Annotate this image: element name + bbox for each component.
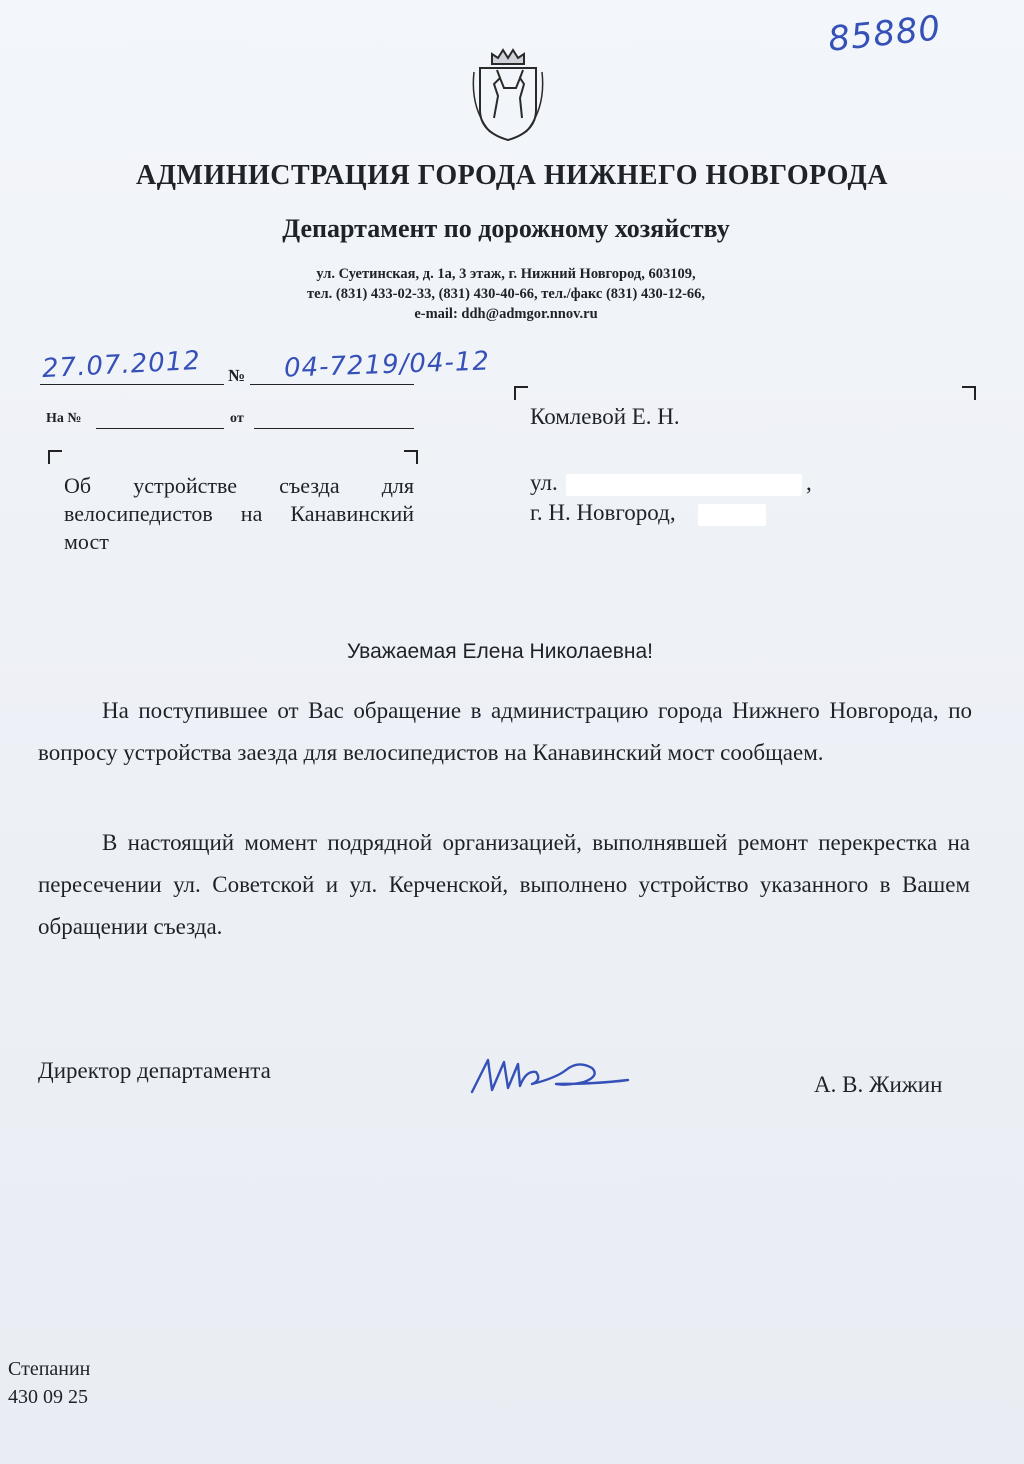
signer-position: Директор департамента [38,1058,271,1083]
subject-corner-right [404,450,418,464]
recipient-street-prefix: ул. [530,470,558,495]
recipient-corner-left [514,386,528,400]
number-underline [250,384,414,385]
date-underline [40,384,224,385]
redacted-street [566,474,802,496]
address-line-1: ул. Суетинская, д. 1а, 3 этаж, г. Нижний Новгород, 603109, [316,266,696,282]
address-line-3: e-mail: ddh@admgor.nnov.ru [414,306,598,322]
department-title: Департамент по дорожному хозяйству [282,214,730,243]
redacted-postcode [698,504,766,526]
address-line-2: тел. (831) 433-02-33, (831) 430-40-66, тел./факс (831) 430-12-66, [306,286,706,302]
handwritten-date: 27.07.2012 [41,345,202,385]
number-label: № [228,366,246,385]
subject-text: Об устройстве съезда для велосипедистов на Канавинский мост [64,473,414,554]
recipient-name: Комлевой Е. Н. [530,404,680,429]
coat-of-arms-icon [470,48,546,144]
organization-title: АДМИНИСТРАЦИЯ ГОРОДА НИЖНЕГО НОВГОРОДА [136,160,888,191]
signer-name: А. В. Жижин [814,1072,943,1097]
ref-number-label: На № [46,411,82,426]
executor-name: Степанин [8,1358,91,1380]
ref-from-label: от [230,411,244,426]
recipient-corner-right [962,386,976,400]
handwritten-signature [466,1050,636,1100]
recipient-city: г. Н. Новгород, [530,500,676,525]
body-paragraph-2: В настоящий момент подрядной организацией, выполнявшей ремонт перекрестка на пересечении ул. Советской и ул. Керченской, выполнено устройство указанного в Вашем обращении съезда. [38,830,970,939]
ref-from-underline [254,428,414,429]
handwritten-number: 85880 [826,8,943,60]
subject-corner-left [48,450,62,464]
ref-number-underline [96,428,224,429]
handwritten-reg-number: 04-7219/04-12 [283,346,491,384]
body-paragraph-1: На поступившее от Вас обращение в администрацию города Нижнего Новгорода, по вопросу устройства заезда для велосипедистов на Канавинский мост сообщаем. [38,698,972,765]
greeting: Уважаемая Елена Николаевна! [347,640,653,663]
executor-phone: 430 09 25 [8,1386,88,1408]
recipient-street-comma: , [806,470,812,495]
